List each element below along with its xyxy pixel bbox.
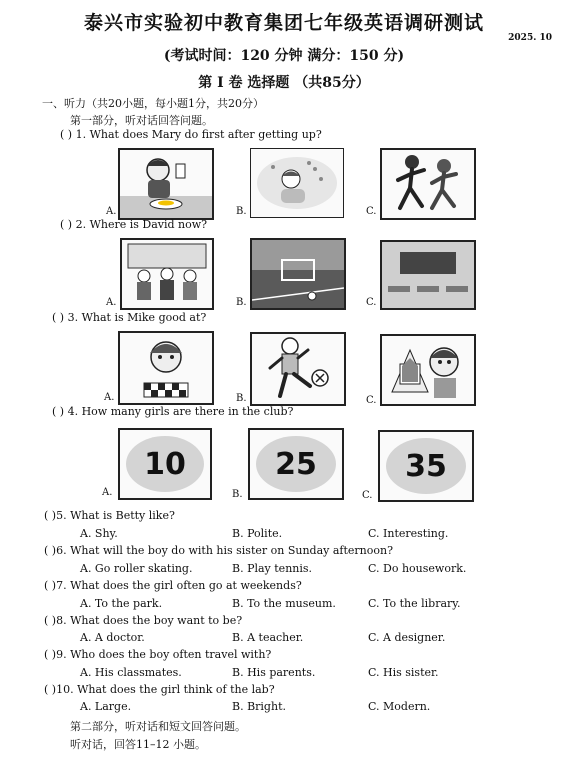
exam-date: 2025. 10 (508, 33, 552, 43)
eating-breakfast-icon[interactable] (118, 148, 214, 220)
option-b[interactable]: B. Polite. (232, 527, 283, 540)
number-label: 10 (126, 436, 204, 492)
option-a[interactable]: A. A doctor. (80, 631, 145, 644)
answer-paren[interactable]: ( ) (44, 544, 57, 557)
answer-paren[interactable]: ( ) (44, 614, 57, 627)
question-8 (44, 614, 242, 627)
option-b[interactable]: B. Play tennis. (232, 562, 313, 575)
option-c[interactable]: C. A designer. (368, 631, 446, 644)
option-letter-a: A. (102, 487, 113, 498)
question-text: 2. Where is David now? (75, 218, 208, 231)
showering-icon[interactable] (250, 148, 344, 218)
option-letter-a: A. (104, 392, 115, 403)
chess-boy-icon[interactable] (118, 331, 214, 405)
part-title: 第 I 卷 选择题 （共85分） (198, 75, 370, 91)
answer-paren[interactable]: ( ) (44, 648, 57, 661)
option-letter-b: B. (236, 206, 247, 217)
answer-paren[interactable]: ( ) (44, 509, 57, 522)
number-25-icon[interactable] (248, 428, 344, 500)
question-7 (44, 579, 302, 592)
option-a[interactable]: A. His classmates. (80, 666, 182, 679)
exam-subtitle: (考试时间：120 分钟 满分：150 分) (163, 48, 405, 64)
option-a[interactable]: A. Go roller skating. (80, 562, 193, 575)
exam-title: 泰兴市实验初中教育集团七年级英语调研测试 (83, 12, 484, 34)
answer-paren[interactable]: ( ) (44, 579, 57, 592)
option-b[interactable]: B. To the museum. (232, 597, 336, 610)
question-5 (44, 509, 175, 522)
question-text: 3. What is Mike good at? (67, 311, 207, 324)
answer-paren[interactable]: ( ) (44, 683, 57, 696)
question-text: 7. What does the girl often go at weekends? (56, 579, 302, 592)
question-9 (44, 648, 271, 661)
option-c[interactable]: C. Do housework. (368, 562, 467, 575)
question-4 (52, 405, 293, 418)
option-letter-a: A. (106, 297, 117, 308)
question-text: 6. What will the boy do with his sister on Sunday afternoon? (56, 544, 393, 557)
option-b[interactable]: B. His parents. (232, 666, 316, 679)
question-6 (44, 544, 393, 557)
answer-paren[interactable]: ( ) (60, 218, 73, 231)
question-text: 9. Who does the boy often travel with? (56, 648, 272, 661)
number-35-icon[interactable] (378, 430, 474, 502)
question-10 (44, 683, 275, 696)
classroom-students-icon[interactable] (120, 238, 214, 310)
answer-paren[interactable]: ( ) (52, 405, 65, 418)
answer-paren[interactable]: ( ) (52, 311, 65, 324)
option-c[interactable]: C. Modern. (368, 700, 431, 713)
question-text: 8. What does the boy want to be? (56, 614, 243, 627)
option-letter-c: C. (366, 206, 377, 217)
option-b[interactable]: B. Bright. (232, 700, 286, 713)
option-c[interactable]: C. Interesting. (368, 527, 449, 540)
painting-boy-icon[interactable] (380, 334, 476, 406)
section-heading: 一、听力（共20小题，每小题1分，共20分） (42, 97, 264, 110)
option-a[interactable]: A. Large. (80, 700, 132, 713)
option-c[interactable]: C. His sister. (368, 666, 439, 679)
section-sub2-instruction: 听对话，回答11–12 小题。 (70, 738, 206, 751)
section-sub1: 第一部分，听对话回答问题。 (70, 114, 213, 127)
question-text: 4. How many girls are there in the club? (67, 405, 294, 418)
option-letter-c: C. (366, 395, 377, 406)
question-2 (60, 218, 207, 231)
football-field-icon[interactable] (250, 238, 346, 310)
question-1 (60, 128, 322, 141)
option-letter-b: B. (236, 297, 247, 308)
number-label: 35 (386, 438, 466, 494)
option-letter-c: C. (362, 490, 373, 501)
soccer-player-icon[interactable] (250, 332, 346, 406)
number-label: 25 (256, 436, 336, 492)
running-icon[interactable] (380, 148, 476, 220)
question-text: 5. What is Betty like? (56, 509, 175, 522)
option-a[interactable]: A. Shy. (80, 527, 118, 540)
number-10-icon[interactable] (118, 428, 212, 500)
option-c[interactable]: C. To the library. (368, 597, 461, 610)
question-3 (52, 311, 206, 324)
question-text: 1. What does Mary do first after getting up? (75, 128, 322, 141)
option-b[interactable]: B. A teacher. (232, 631, 304, 644)
option-letter-b: B. (232, 489, 243, 500)
option-letter-c: C. (366, 297, 377, 308)
question-text: 10. What does the girl think of the lab? (56, 683, 275, 696)
answer-paren[interactable]: ( ) (60, 128, 73, 141)
option-letter-a: A. (106, 206, 117, 217)
empty-classroom-icon[interactable] (380, 240, 476, 310)
option-a[interactable]: A. To the park. (80, 597, 163, 610)
option-letter-b: B. (236, 393, 247, 404)
section-sub2: 第二部分，听对话和短文回答问题。 (70, 720, 246, 733)
